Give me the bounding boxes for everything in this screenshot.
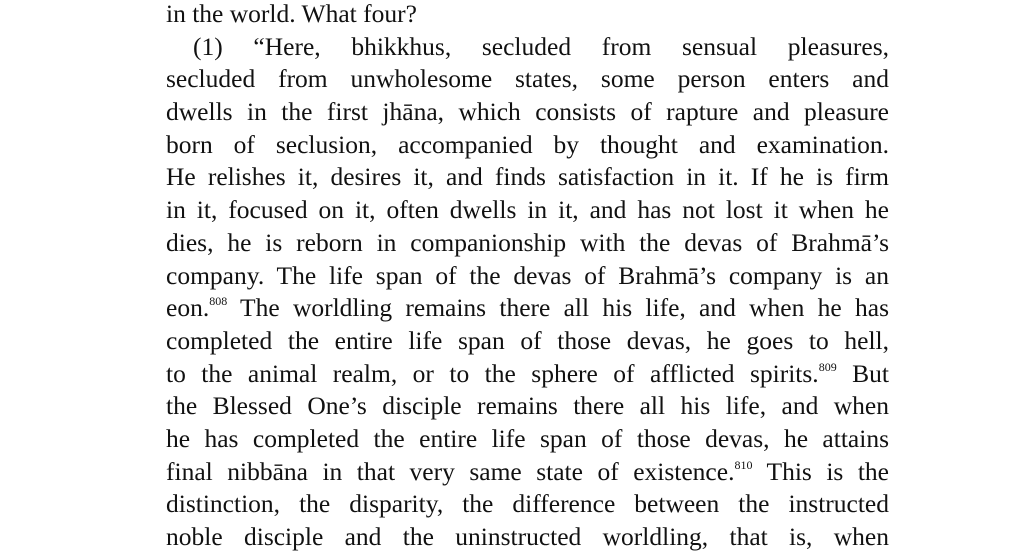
- text-line-1: in the world. What four?: [166, 0, 417, 28]
- text-line-17: noble disciple and the uninstructed worldling, that is, when: [166, 522, 889, 551]
- text-line-6: He relishes it, desires it, and finds satisfaction in it. If he is firm: [166, 162, 889, 192]
- text-line-12: [166, 358, 889, 391]
- text-line-7: in it, focused on it, often dwells in it, and has not lost it when he: [166, 195, 889, 225]
- text-segment: This is the: [752, 456, 889, 486]
- text-line-3: secluded from unwholesome states, some person enters and: [166, 64, 889, 94]
- body-text: [166, 0, 889, 554]
- footnote-ref-808[interactable]: 808: [209, 294, 228, 309]
- text-line-4: dwells in the first jhāna, which consists of rapture and pleasure: [166, 97, 889, 127]
- text-line-13: the Blessed One’s disciple remains there all his life, and when: [166, 391, 889, 421]
- text-segment: eon.: [166, 293, 210, 323]
- text-segment: The worldling remains there all his life, and when he has: [227, 293, 889, 323]
- footnote-ref-809[interactable]: 809: [818, 359, 837, 374]
- text-line-9: company. The life span of the devas of Brahmā’s company is an: [166, 260, 889, 290]
- text-line-2: (1) “Here, bhikkhus, secluded from sensual pleasures,: [193, 31, 889, 61]
- text-segment: final nibbāna in that very same state of existence.: [166, 456, 735, 486]
- text-line-15: [166, 456, 889, 489]
- text-segment: to the animal realm, or to the sphere of afflicted spirits.: [166, 358, 819, 388]
- text-line-14: he has completed the entire life span of those devas, he attains: [166, 423, 889, 453]
- footnote-ref-810[interactable]: 810: [734, 457, 753, 472]
- text-line-5: born of seclusion, accompanied by thought and examination.: [166, 129, 889, 159]
- text-line-10: [166, 292, 889, 325]
- text-line-8: dies, he is reborn in companionship with the devas of Brahmā’s: [166, 227, 889, 257]
- text-line-11: completed the entire life span of those devas, he goes to hell,: [166, 325, 889, 355]
- text-segment: But: [836, 358, 889, 388]
- text-line-16: distinction, the disparity, the difference between the instructed: [166, 489, 889, 519]
